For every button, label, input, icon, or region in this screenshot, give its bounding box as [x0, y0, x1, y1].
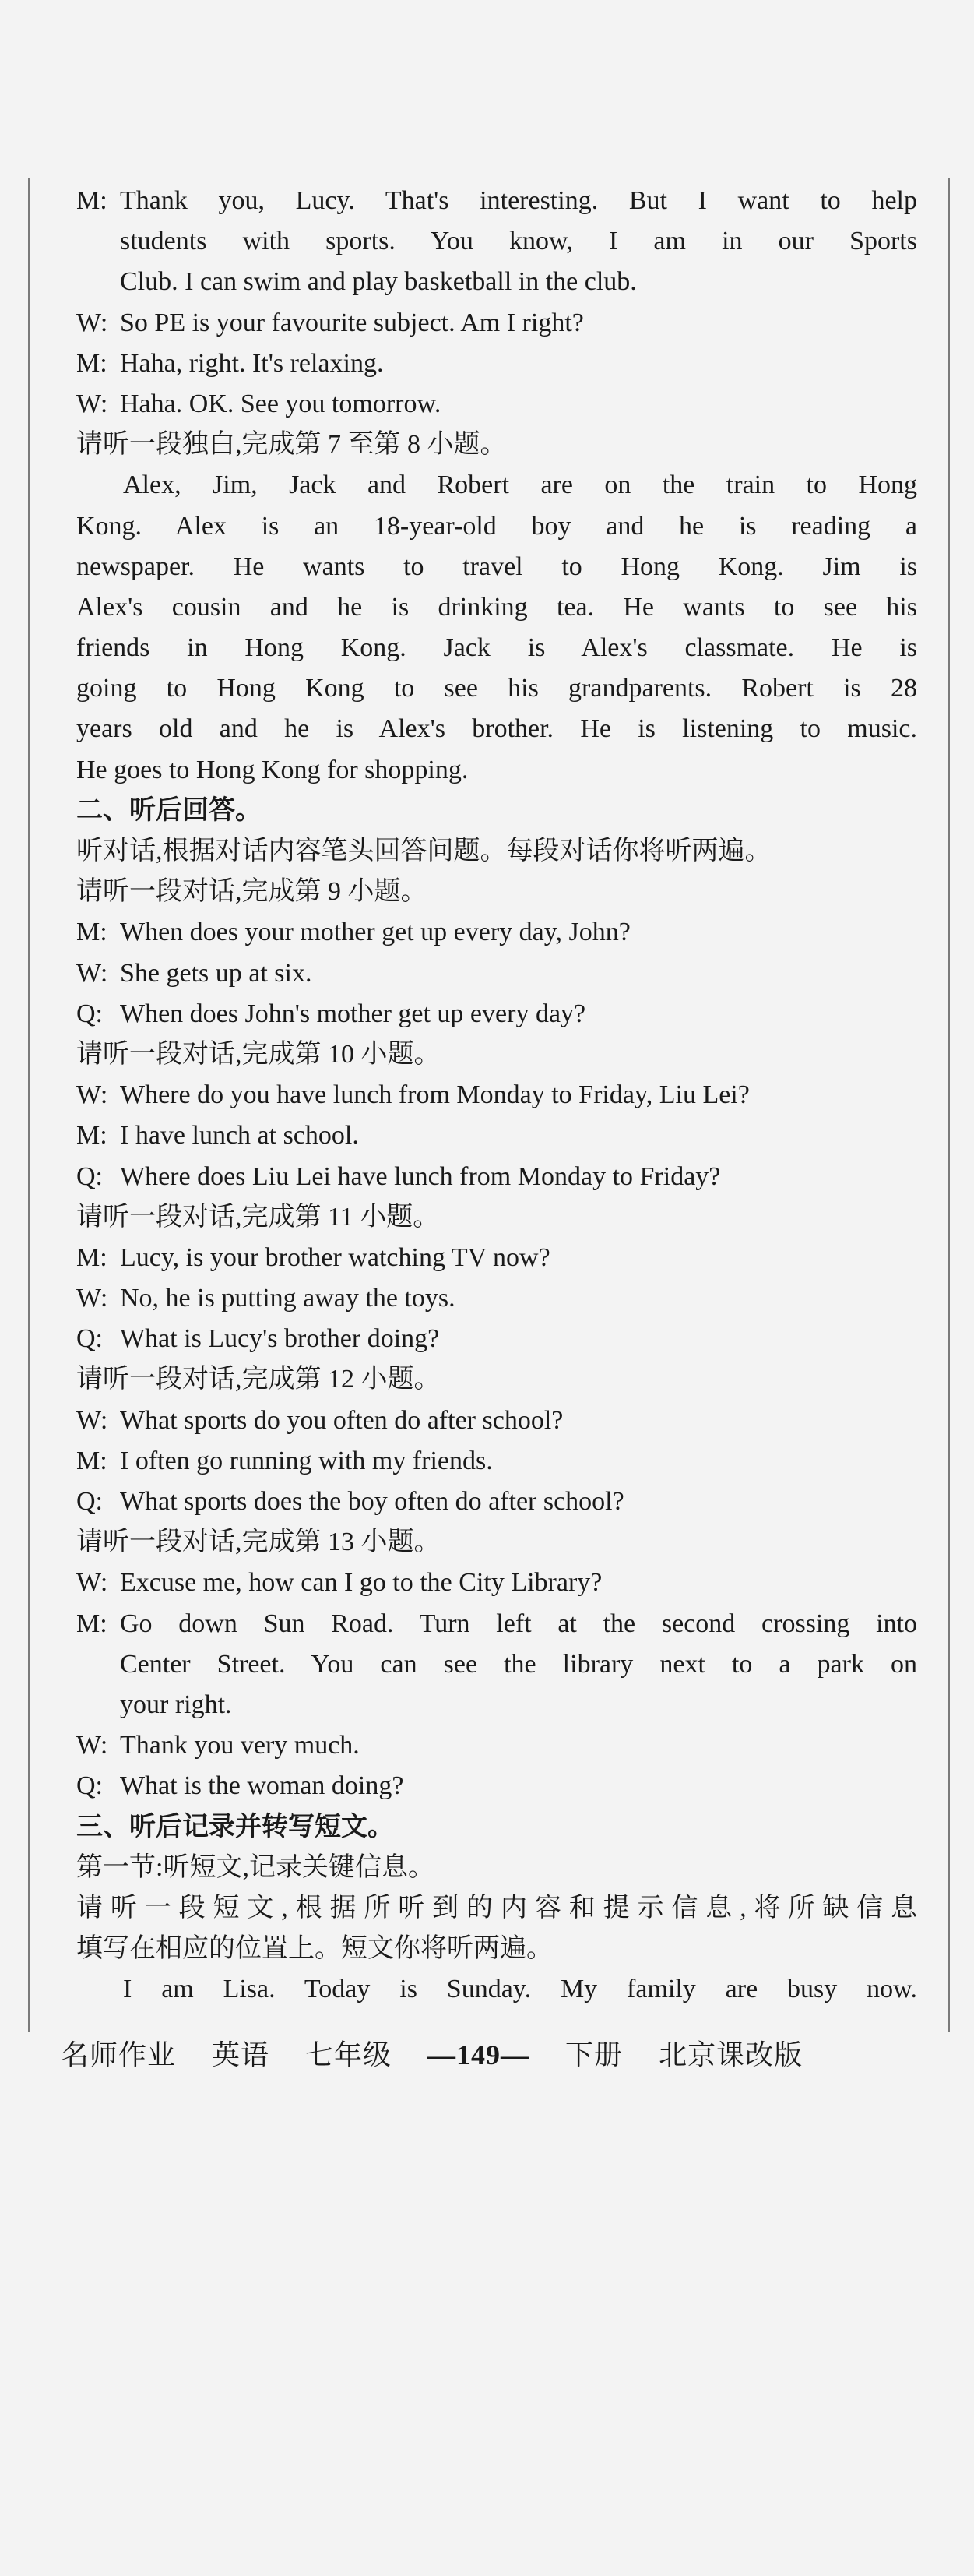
speaker-label: W:: [76, 1568, 108, 1598]
line-text: 请听一段对话,完成第 12 小题。: [76, 1365, 441, 1394]
line-text: I am Lisa. Today is Sunday. My family are busy now.: [123, 1975, 917, 2004]
line-text: 请听一段对话,完成第 13 小题。: [76, 1528, 441, 1557]
text-line: [76, 587, 917, 628]
text-line: [76, 1644, 917, 1685]
line-text: Haha, right. It's relaxing.: [120, 348, 384, 378]
dialogue-line: [76, 1278, 917, 1319]
text-line: [76, 1969, 917, 2010]
text-line: [76, 831, 917, 872]
line-text: Club. I can swim and play basketball in the club.: [120, 267, 637, 297]
line-text: When does John's mother get up every day?: [120, 999, 586, 1028]
line-text: What sports does the boy often do after school?: [120, 1487, 624, 1516]
dialogue-line: [76, 1604, 917, 1644]
text-line: [76, 1197, 917, 1238]
line-text: Haha. OK. See you tomorrow.: [120, 389, 441, 418]
left-margin-rule: [28, 178, 30, 2032]
speaker-label: W:: [76, 389, 108, 418]
line-text: newspaper. He wants to travel to Hong Kong. Jim is: [76, 551, 917, 581]
speaker-label: W:: [76, 1405, 108, 1435]
text-line: [76, 506, 917, 547]
speaker-label: Q:: [76, 1771, 103, 1801]
line-text: Alex, Jim, Jack and Robert are on the train to Hong: [123, 470, 917, 500]
text-line: [76, 872, 917, 912]
footer-volume: 下册: [565, 2039, 624, 2070]
text-line: [76, 1929, 917, 1969]
line-text: I have lunch at school.: [120, 1121, 359, 1151]
dialogue-line: [76, 384, 917, 425]
dialogue-line: [76, 1075, 917, 1115]
text-line: [76, 1359, 917, 1400]
speaker-label: Q:: [76, 1161, 103, 1191]
text-line: [76, 628, 917, 668]
dialogue-line: [76, 1319, 917, 1359]
dialogue-line: [76, 1482, 917, 1522]
text-line: [76, 1034, 917, 1075]
dialogue-line: [76, 1441, 917, 1482]
text-line: [76, 465, 917, 506]
line-text: Kong. Alex is an 18-year-old boy and he is reading a: [76, 511, 917, 541]
line-text: 第一节:听短文,记录关键信息。: [76, 1852, 434, 1882]
speaker-label: W:: [76, 958, 108, 988]
line-text: Go down Sun Road. Turn left at the second crossing into: [120, 1609, 917, 1638]
speaker-label: Q:: [76, 1324, 103, 1354]
line-text: What sports do you often do after school?: [120, 1405, 564, 1435]
line-text: What is the woman doing?: [120, 1771, 404, 1801]
speaker-label: W:: [76, 1080, 108, 1110]
dialogue-line: [76, 912, 917, 953]
dialogue-line: [76, 1401, 917, 1441]
line-text: Thank you, Lucy. That's interesting. But I want to help: [120, 186, 917, 215]
dialogue-line: [76, 1725, 917, 1766]
speaker-label: M:: [76, 348, 107, 378]
speaker-label: M:: [76, 1609, 107, 1638]
body-text: [76, 181, 917, 2010]
line-text: 二、听后回答。: [76, 795, 262, 825]
line-text: 听对话,根据对话内容笔头回答问题。每段对话你将听两遍。: [76, 837, 772, 865]
page-footer: [61, 2033, 831, 2073]
text-line: [76, 262, 917, 302]
line-text: friends in Hong Kong. Jack is Alex's classmate. He is: [76, 633, 917, 663]
line-text: Alex's cousin and he is drinking tea. He wants to see his: [76, 592, 917, 622]
line-text: your right.: [120, 1690, 232, 1719]
text-line: [76, 1522, 917, 1563]
text-line: [76, 1685, 917, 1725]
speaker-label: M:: [76, 1121, 107, 1151]
text-line: [76, 221, 917, 262]
speaker-label: M:: [76, 186, 107, 215]
speaker-label: Q:: [76, 999, 103, 1028]
text-line: [76, 425, 917, 465]
text-line: [76, 1848, 917, 1888]
dialogue-line: [76, 303, 917, 344]
line-text: years old and he is Alex's brother. He is listening to music.: [76, 714, 917, 744]
text-line: [76, 1888, 917, 1929]
dialogue-line: [76, 1766, 917, 1806]
speaker-label: M:: [76, 1242, 107, 1272]
dialogue-line: [76, 953, 917, 994]
line-text: 请听一段对话,完成第 9 小题。: [76, 877, 427, 907]
line-text: 请听一段独白,完成第 7 至第 8 小题。: [76, 430, 507, 460]
line-text: 请听一段短文,根据所听到的内容和提示信息,将所缺信息: [76, 1893, 917, 1922]
line-text: students with sports. You know, I am in our Sports: [120, 227, 917, 256]
section-heading: [76, 1807, 917, 1848]
speaker-label: W:: [76, 308, 108, 337]
line-text: Excuse me, how can I go to the City Library?: [120, 1568, 603, 1598]
line-text: So PE is your favourite subject. Am I right?: [120, 308, 584, 337]
line-text: Where do you have lunch from Monday to Friday, Liu Lei?: [120, 1080, 750, 1110]
line-text: Lucy, is your brother watching TV now?: [120, 1242, 550, 1272]
footer-edition: 北京课改版: [659, 2039, 803, 2070]
speaker-label: W:: [76, 1731, 108, 1760]
line-text: going to Hong Kong to see his grandparents. Robert is 28: [76, 674, 917, 703]
text-line: [76, 709, 917, 749]
line-text: Center Street. You can see the library next to a park on: [120, 1649, 917, 1679]
footer-grade: 七年级: [305, 2039, 392, 2070]
speaker-label: M:: [76, 918, 107, 947]
speaker-label: M:: [76, 1446, 107, 1475]
line-text: 填写在相应的位置上。短文你将听两遍。: [76, 1934, 553, 1964]
dialogue-line: [76, 994, 917, 1034]
dialogue-line: [76, 181, 917, 221]
right-margin-rule: [948, 178, 950, 2032]
line-text: He goes to Hong Kong for shopping.: [76, 755, 469, 784]
text-line: [76, 547, 917, 587]
footer-series: 名师作业: [61, 2039, 177, 2070]
page-number: —149—: [427, 2039, 530, 2070]
line-text: What is Lucy's brother doing?: [120, 1324, 440, 1354]
text-line: [76, 750, 917, 791]
line-text: Where does Liu Lei have lunch from Monday to Friday?: [120, 1161, 721, 1191]
line-text: When does your mother get up every day, John?: [120, 918, 631, 947]
dialogue-line: [76, 1238, 917, 1278]
line-text: Thank you very much.: [120, 1731, 360, 1760]
dialogue-line: [76, 1157, 917, 1197]
speaker-label: W:: [76, 1284, 108, 1313]
line-text: 请听一段对话,完成第 11 小题。: [76, 1202, 440, 1232]
footer-subject: 英语: [212, 2039, 270, 2070]
line-text: I often go running with my friends.: [120, 1446, 493, 1475]
line-text: 请听一段对话,完成第 10 小题。: [76, 1039, 441, 1069]
dialogue-line: [76, 1563, 917, 1603]
line-text: 三、听后记录并转写短文。: [76, 1812, 394, 1841]
speaker-label: Q:: [76, 1487, 103, 1516]
text-line: [76, 668, 917, 709]
dialogue-line: [76, 344, 917, 384]
section-heading: [76, 791, 917, 831]
line-text: No, he is putting away the toys.: [120, 1284, 455, 1313]
line-text: She gets up at six.: [120, 958, 312, 988]
dialogue-line: [76, 1115, 917, 1156]
